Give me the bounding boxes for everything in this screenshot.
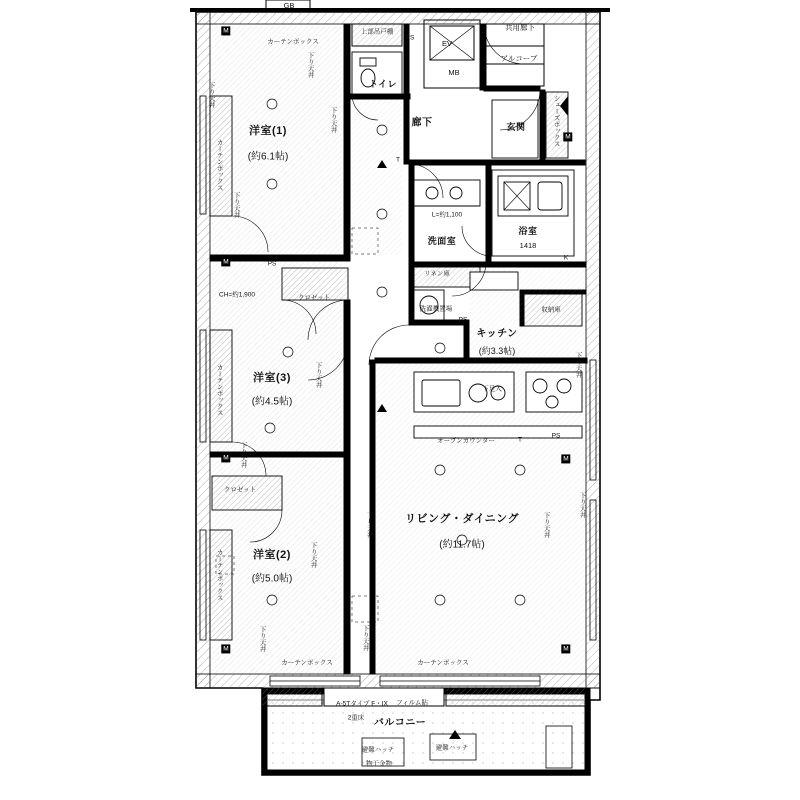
room-size-ldk: (約11.7帖): [439, 539, 485, 551]
room-size-kitchen: (約3.3帖): [478, 346, 516, 357]
label-film: フィルム貼: [396, 699, 428, 707]
vlabel-shoe-box: シューズボックス: [552, 95, 560, 147]
vlabel-drop-ceiling-1: 下り天井: [329, 107, 337, 133]
label-escape-hatch-2: 避難ハッチ: [435, 744, 469, 752]
label-curtain-box-top: カーテンボックス: [267, 38, 319, 46]
room-size-bedroom3: (約4.5帖): [251, 396, 293, 408]
vlabel-drop-ceiling-13: 下り天井: [578, 492, 586, 518]
room-label-alcove: アルコーブ: [500, 53, 538, 63]
label-laundry-pole: 物干金物: [366, 760, 392, 768]
room-label-balcony: バルコニー: [373, 717, 427, 729]
vlabel-drop-ceiling-12: 下り天井: [574, 352, 582, 378]
label-closet-1: クロゼット: [297, 294, 331, 302]
vlabel-drop-ceiling-10: 下り天井: [361, 625, 369, 651]
marker-k: K: [563, 254, 569, 262]
label-ps-3: PS: [458, 316, 468, 324]
label-ps-4: PS: [551, 432, 561, 440]
room-label-toilet: トイレ: [368, 79, 398, 90]
vlabel-drop-ceiling-6: 下り天井: [239, 442, 247, 468]
marker-m-6: M: [563, 455, 569, 463]
room-label-bedroom2: 洋室(2): [253, 548, 291, 561]
label-escape-hatch-1: 避難ハッチ: [361, 746, 395, 754]
label-ev: EV: [441, 38, 453, 48]
label-ps-2: PS: [267, 260, 277, 268]
room-label-ldk: リビング・ダイニング: [405, 512, 519, 525]
label-mb: MB: [448, 67, 460, 77]
label-closet-2: クロゼット: [223, 486, 257, 494]
room-label-entrance: 玄関: [506, 122, 526, 133]
vlabel-drop-ceiling-8: 下り天井: [258, 626, 266, 652]
marker-m-4: M: [223, 645, 229, 653]
room-label-common-corridor: 共用廊下: [505, 22, 535, 32]
room-label-kitchen: キッチン: [476, 328, 518, 340]
label-washer: 洗濯機置場: [419, 305, 453, 313]
label-curtain-box-bottom-left: カーテンボックス: [281, 659, 333, 667]
room-size-bedroom1: (約6.1帖): [247, 151, 289, 163]
label-length-1100: L=約1,100: [431, 211, 463, 219]
label-upper-cabinet: 上部吊戸棚: [360, 28, 394, 36]
vlabel-drop-ceiling-2: 下り天井: [306, 52, 314, 78]
vlabel-drop-ceiling-7: 下り天井: [309, 542, 317, 568]
vlabel-drop-ceiling-9: 下り天井: [365, 512, 373, 538]
vlabel-drop-ceiling-3: 下り天井: [207, 82, 215, 108]
marker-m-3: M: [223, 454, 229, 462]
marker-m-5: M: [565, 133, 571, 141]
label-open-counter: オープンカウンター: [437, 437, 495, 445]
marker-m-7: M: [563, 645, 569, 653]
marker-m-2: M: [223, 258, 229, 266]
marker-t-2: T: [396, 156, 400, 164]
room-size-bedroom2: (約5.0帖): [251, 573, 293, 585]
room-label-bedroom3: 洋室(3): [253, 371, 291, 384]
label-ceiling-height: CH=約1,900: [219, 291, 255, 299]
label-ps-1: PS: [405, 34, 415, 42]
label-curtain-box-bottom-right: カーテンボックス: [417, 659, 469, 667]
vlabel-drop-ceiling-11: 下り天井: [542, 512, 550, 538]
label-shoe-shelf: 下足入: [482, 385, 502, 393]
marker-t-1: T: [518, 436, 522, 444]
room-size-bath: 1418: [519, 240, 537, 250]
room-label-bath: 浴室: [518, 226, 538, 237]
label-gb: GB: [283, 0, 295, 10]
vlabel-drop-ceiling-4: 下り天井: [232, 192, 240, 218]
label-linen: リネン庫: [424, 270, 450, 278]
room-label-washroom: 洗面室: [427, 236, 457, 247]
vlabel-curtain-box-2: カーテンボックス: [215, 364, 223, 416]
marker-m-1: M: [223, 27, 229, 35]
label-window-type: A-5Tタイプ F・IX: [336, 700, 388, 708]
room-label-corridor: 廊下: [411, 117, 433, 129]
vlabel-curtain-box-1: カーテンボックス: [215, 139, 223, 191]
label-storage: 収納庫: [541, 306, 561, 314]
vlabel-drop-ceiling-5: 下り天井: [314, 362, 322, 388]
vlabel-curtain-box-3: カーテンボックス: [215, 549, 223, 601]
label-double-floor: 2重床: [347, 714, 365, 722]
room-label-bedroom1: 洋室(1): [249, 124, 287, 137]
